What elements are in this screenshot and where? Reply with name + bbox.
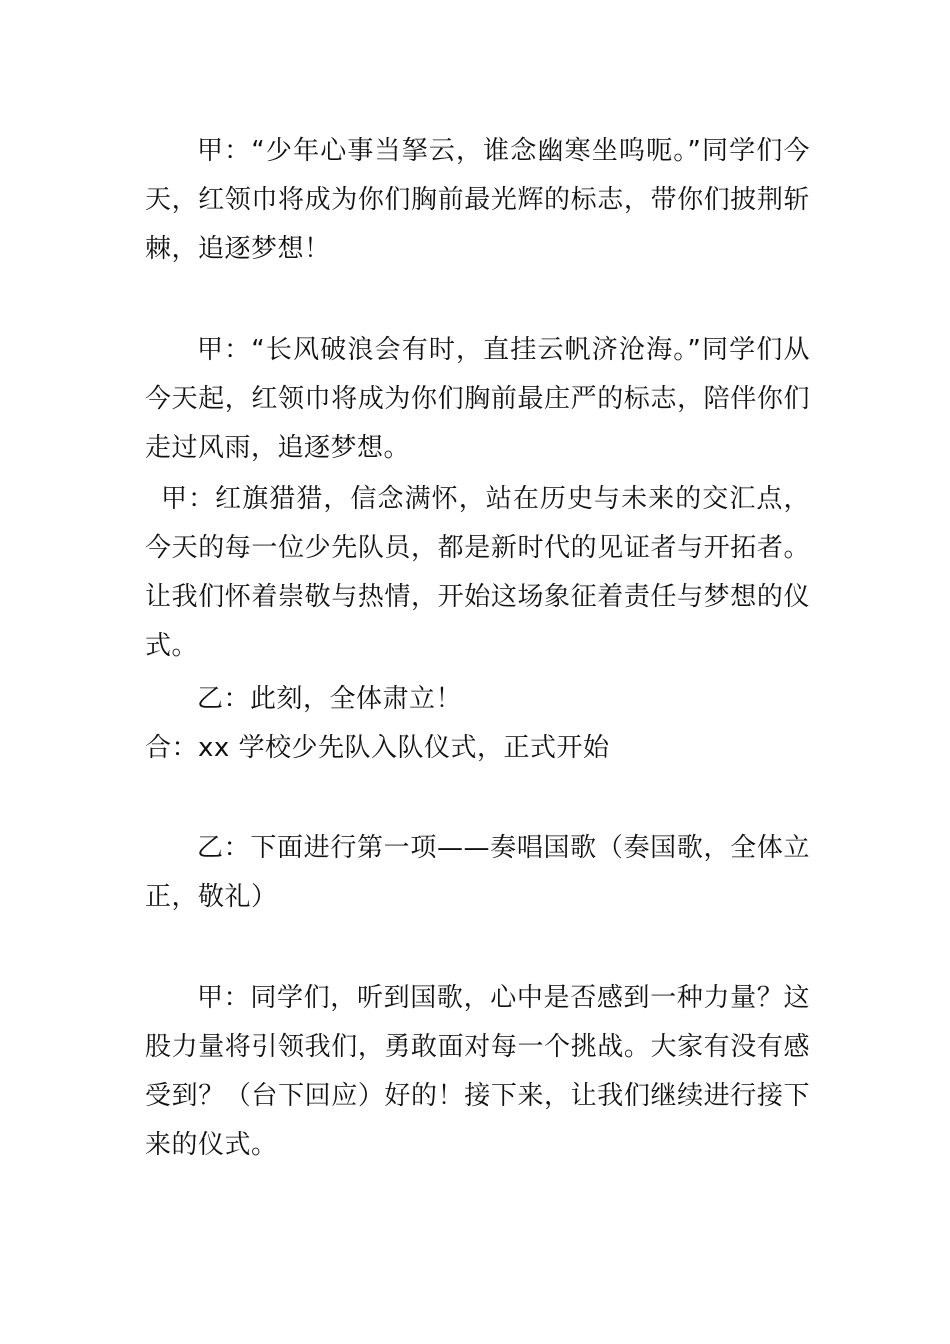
paragraph-3: 甲：红旗猎猎，信念满怀，站在历史与未来的交汇点，今天的每一位少先队员，都是新时代的见证者与开拓者。让我们怀着崇敬与热情，开始这场象征着责任与梦想的仪式。: [145, 484, 810, 661]
paragraph-2: 甲：“长风破浪会有时，直挂云帆济沧海。”同学们从今天起，红领巾将成为你们胸前最庄严的标志，陪伴你们走过风雨，追逐梦想。: [145, 335, 810, 463]
paragraph-6: 乙：下面进行第一项——奏唱国歌（奏国歌，全体立正，敬礼）: [145, 833, 810, 912]
paragraph-1: 甲：“少年心事当拏云，谁念幽寒坐呜呃。”同学们今天，红领巾将成为你们胸前最光辉的标志，带你们披荆斩棘，追逐梦想！: [145, 136, 810, 264]
paragraph-5: 合：xx 学校少先队入队仪式，正式开始: [145, 733, 610, 763]
paragraph-7: 甲：同学们，听到国歌，心中是否感到一种力量？这股力量将引领我们，勇敢面对每一个挑战。大家有没有感受到？（台下回应）好的！接下来，让我们继续进行接下来的仪式。: [145, 983, 810, 1160]
paragraph-4: 乙：此刻，全体肃立！: [197, 684, 463, 714]
